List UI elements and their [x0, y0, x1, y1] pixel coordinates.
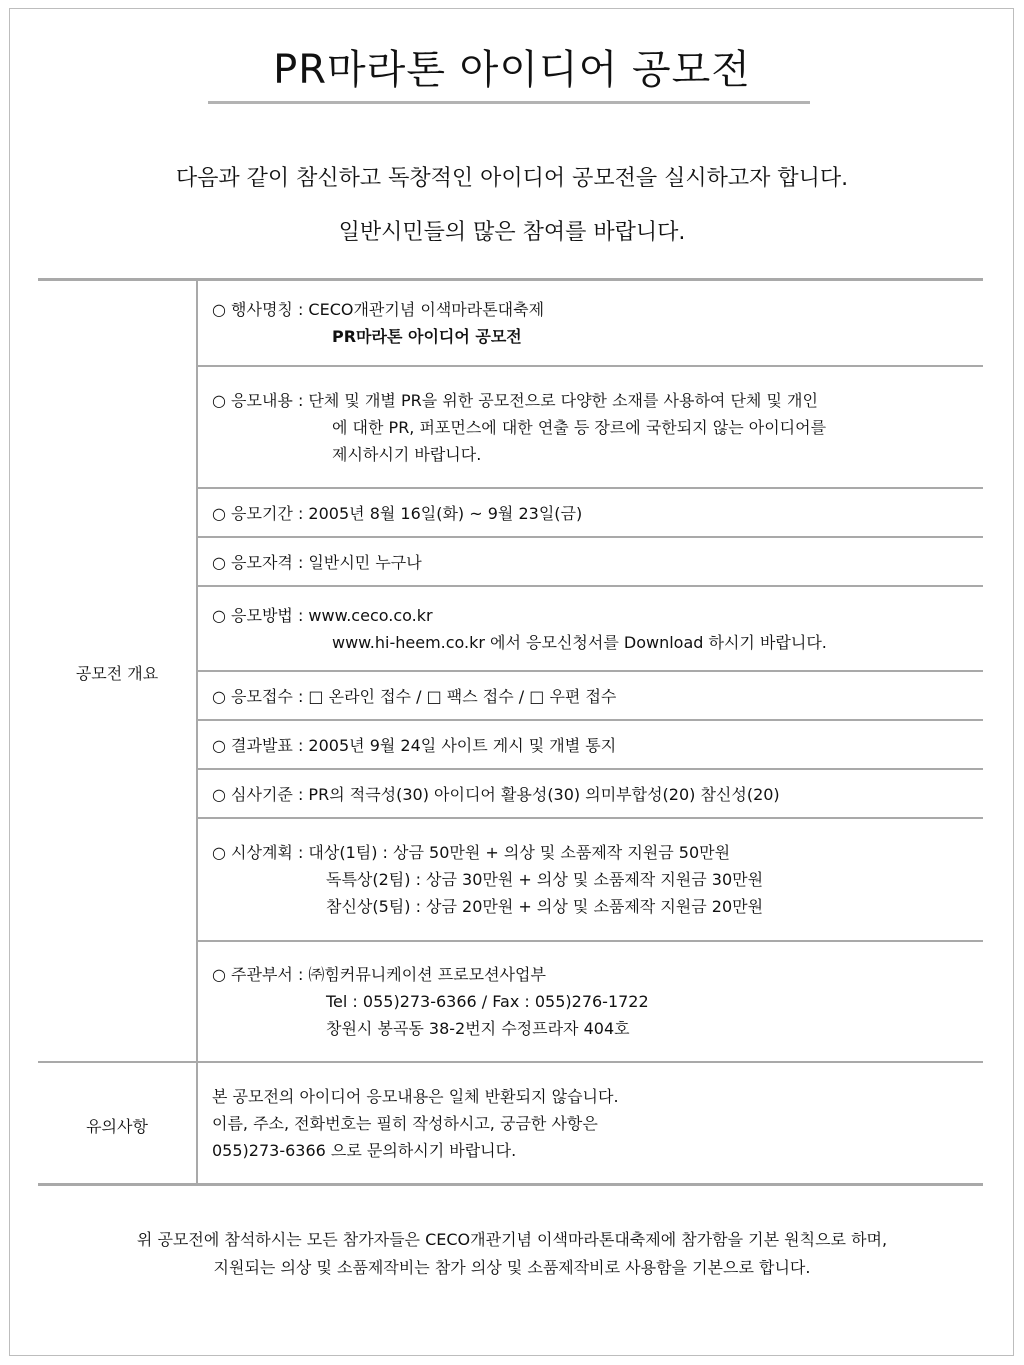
footer-notice [0, 1226, 1024, 1282]
row-criteria: ○ 심사기준 : PR의 적극성(30) 아이디어 활용성(30) 의미부합성(20) 참신성(20) [212, 785, 780, 804]
table-column-divider [196, 281, 198, 1183]
row-awards [212, 839, 977, 920]
row-divider [198, 719, 983, 721]
row-divider [198, 768, 983, 770]
content-line-1: ○ 응모내용 : 단체 및 개별 PR을 위한 공모전으로 다양한 소재를 사용하여 단체 및 개인 [212, 391, 818, 410]
event-name-line-1: ○ 행사명칭 : CECO개관기념 이색마라톤대축제 [212, 300, 545, 319]
row-content [212, 387, 977, 468]
organizer-line-1: ○ 주관부서 : ㈜힘커뮤니케이션 프로모션사업부 [212, 965, 546, 984]
notes-line-3: 055)273-6366 으로 문의하시기 바랍니다. [212, 1141, 517, 1160]
notes-line-2: 이름, 주소, 전화번호는 필히 작성하시고, 궁금한 사항은 [212, 1114, 598, 1133]
category-overview: 공모전 개요 [75, 664, 159, 683]
intro-line-1: 다음과 같이 참신하고 독창적인 아이디어 공모전을 실시하고자 합니다. [175, 166, 849, 191]
row-announcement: ○ 결과발표 : 2005년 9월 24일 사이트 게시 및 개별 통지 [212, 736, 617, 755]
row-divider [198, 585, 983, 587]
organizer-line-2: Tel : 055)273-6366 / Fax : 055)276-1722 [326, 992, 649, 1011]
table-bottom-border [38, 1183, 983, 1186]
section-divider [38, 1061, 983, 1063]
awards-line-1: ○ 시상계획 : 대상(1팀) : 상금 50만원 + 의상 및 소품제작 지원금 50만원 [212, 843, 731, 862]
footer-line-2: 지원되는 의상 및 소품제작비는 참가 의상 및 소품제작비로 사용함을 기본으로 합니다. [213, 1258, 811, 1277]
notes-line-1: 본 공모전의 아이디어 응모내용은 일체 반환되지 않습니다. [212, 1087, 619, 1106]
row-organizer [212, 961, 977, 1042]
row-eligibility: ○ 응모자격 : 일반시민 누구나 [212, 553, 422, 572]
row-divider [198, 365, 983, 367]
page-title: PR마라톤 아이디어 공모전 [273, 47, 751, 93]
event-name-line-2: PR마라톤 아이디어 공모전 [332, 327, 522, 346]
content-line-2: 에 대한 PR, 퍼포먼스에 대한 연출 등 장르에 국한되지 않는 아이디어를 [332, 418, 827, 437]
intro-line-2: 일반시민들의 많은 참여를 바랍니다. [338, 220, 686, 245]
row-method [212, 602, 977, 656]
content-line-3: 제시하시기 바랍니다. [332, 445, 482, 464]
row-divider [198, 670, 983, 672]
row-divider [198, 940, 983, 942]
row-divider [198, 817, 983, 819]
method-line-1: ○ 응모방법 : www.ceco.co.kr [212, 606, 433, 625]
row-submission: ○ 응모접수 : □ 온라인 접수 / □ 팩스 접수 / □ 우편 접수 [212, 687, 617, 706]
row-notes [212, 1083, 977, 1164]
row-divider [198, 487, 983, 489]
awards-line-3: 참신상(5팀) : 상금 20만원 + 의상 및 소품제작 지원금 20만원 [326, 897, 764, 916]
organizer-line-3: 창원시 봉곡동 38-2번지 수정프라자 404호 [326, 1019, 630, 1038]
title-underline [208, 101, 810, 104]
method-line-2: www.hi-heem.co.kr 에서 응모신청서를 Download 하시기 바랍니다. [332, 633, 827, 652]
footer-line-1: 위 공모전에 참석하시는 모든 참가자들은 CECO개관기념 이색마라톤대축제에 참가함을 기본 원칙으로 하며, [136, 1230, 888, 1249]
table-top-border [38, 278, 983, 281]
row-period: ○ 응모기간 : 2005년 8월 16일(화) ~ 9월 23일(금) [212, 504, 583, 523]
row-divider [198, 536, 983, 538]
awards-line-2: 독특상(2팀) : 상금 30만원 + 의상 및 소품제작 지원금 30만원 [326, 870, 764, 889]
row-event-name [212, 296, 977, 350]
category-notes: 유의사항 [86, 1117, 148, 1136]
